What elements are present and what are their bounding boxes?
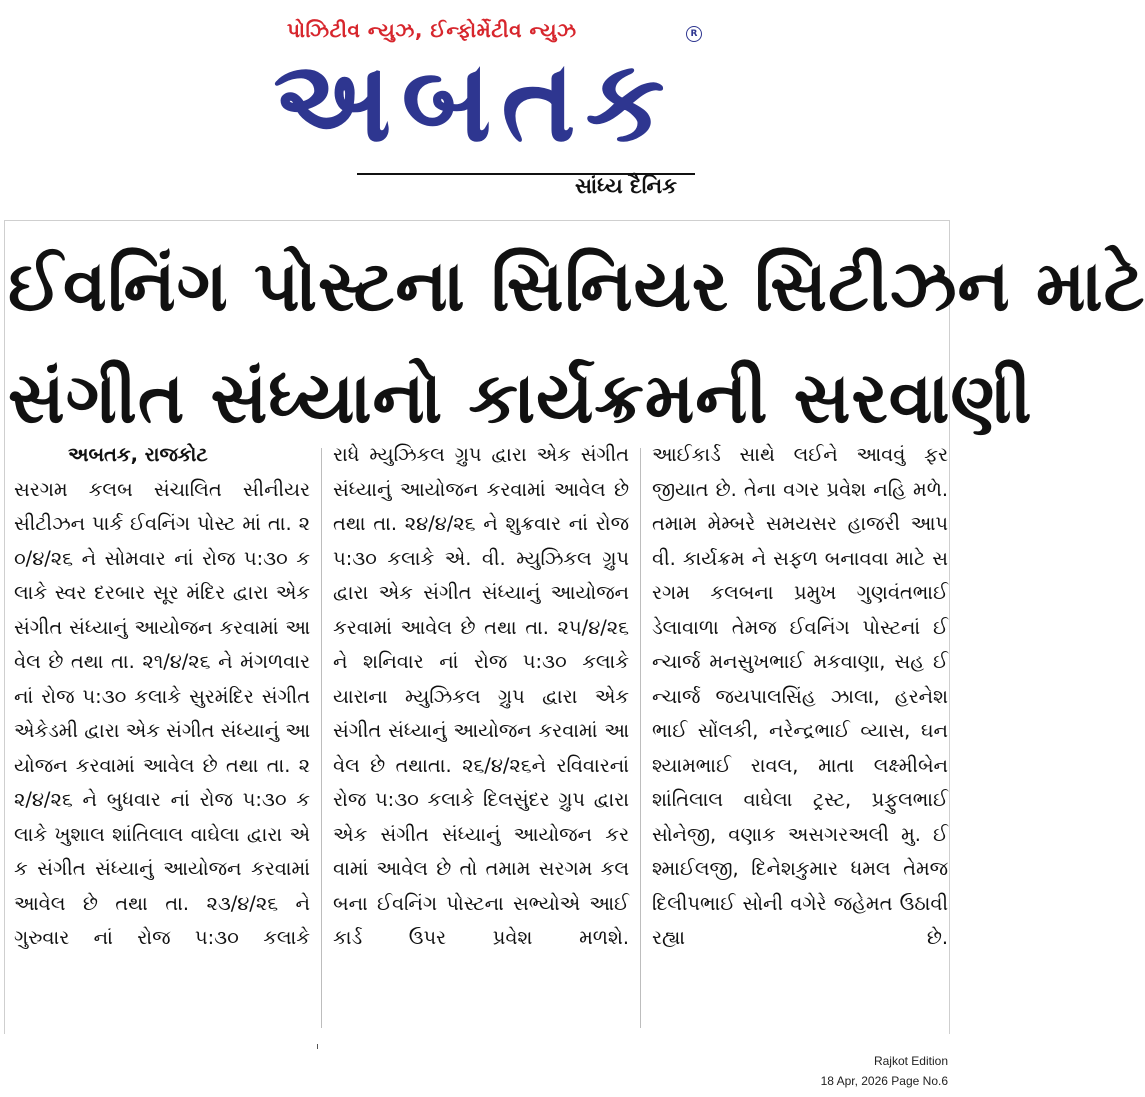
column-1-text: સરગમ કલબ સંચાલિત સીનીયર સીટીઝન પાર્ક ઈવનિંગ પોસ્ટ માં તા. ૨૦/૪/૨૬ ને સોમવાર નાં રોજ ૫:૩૦ કલાકે સ્વર દરબાર સૂર મંદિર દ્વારા એક સંગીત સંધ્યાનું આયોજન કરવામાં આવેલ છે તથા તા. ૨૧/૪/૨૬ ને મંગળવાર નાં રોજ ૫:૩૦ કલાકે સુરમંદિર સંગીત એકેડમી દ્વારા એક સંગીત સંધ્યાનું આયોજન કરવામાં આવેલ છે તથા તા. ૨૨/૪/૨૬ ને બુધવાર નાં રોજ ૫:૩૦ કલાકે ખુશાલ શાંતિલાલ વાઘેલા દ્વારા એક સંગીત સંધ્યાનું આયોજન કરવામાં આવેલ છે તથા તા. ૨૩/૪/૨૬ ને ગુરુવાર નાં રોજ ૫:૩૦ કલાકે bbox=[14, 477, 310, 949]
column-divider-2 bbox=[640, 448, 641, 1028]
headline-line-1: ઈવનિંગ પોસ્ટના સિનિયર સિટીઝન માટે bbox=[8, 245, 1145, 327]
headline-line-2: સંગીત સંધ્યાનો કાર્યક્રમની સરવાણી bbox=[8, 357, 1033, 439]
footer-edition: Rajkot Edition bbox=[873, 1054, 948, 1068]
column-3-text: આઈકાર્ડ સાથે લઈને આવવું ફરજીયાત છે. તેના વગર પ્રવેશ નહિ મળે. તમામ મેમ્બરે સમયસર હાજરી આપવી. કાર્યક્રમ ને સફળ બનાવવા માટે સરગમ કલબના પ્રમુખ ગુણવંતભાઈ ડેલાવાળા તેમજ ઈવનિંગ પોસ્ટનાં ઈન્ચાર્જ મનસુખભાઈ મકવાણા, સહ ઈન્ચાર્જ જયપાલસિંહ ઝાલા, હરનેશભાઈ સોંલકી, નરેન્દ્રભાઈ વ્યાસ, ઘનશ્યામભાઈ રાવલ, માતા લક્ષ્મીબેન શાંતિલાલ વાઘેલા ટ્રસ્ટ, પ્રફુલભાઈ સોનેજી, વણાક અસગરઅલી મુ. ઈશ્માઈલજી, દિનેશકુમાર ધમલ તેમજ દિલીપભાઈ સોની વગેરે જહેમત ઉઠાવી રહ્યા છે. bbox=[652, 443, 948, 949]
masthead bbox=[0, 0, 956, 210]
page-marker bbox=[317, 1044, 318, 1049]
footer-date-page: 18 Apr, 2026 Page No.6 bbox=[820, 1074, 948, 1088]
registered-trademark-icon: R bbox=[686, 26, 702, 42]
column-divider-1 bbox=[321, 448, 322, 1028]
column-2-text: રાધે મ્યુઝિકલ ગ્રુપ દ્વારા એક સંગીત સંધ્યાનું આયોજન કરવામાં આવેલ છે તથા તા. ૨૪/૪/૨૬ ને શુક્રવાર નાં રોજ ૫:૩૦ કલાકે એ. વી. મ્યુઝિકલ ગ્રુપ દ્વારા એક સંગીત સંધ્યાનું આયોજન કરવામાં આવેલ છે તથા તા. ૨૫/૪/૨૬ ને શનિવાર નાં રોજ ૫:૩૦ કલાકે યારાના મ્યુઝિકલ ગ્રુપ દ્વારા એક સંગીત સંધ્યાનું આયોજન કરવામાં આવેલ છે તથાતા. ૨૬/૪/૨૬ને રવિવારનાં રોજ ૫:૩૦ કલાકે દિલસુંદર ગ્રુપ દ્વારા એક સંગીત સંધ્યાનું આયોજન કરવામાં આવેલ છે તો તમામ સરગમ કલબના ઈવનિંગ પોસ્ટના સભ્યોએ આઈકાર્ડ ઉપર પ્રવેશ મળશે. bbox=[333, 443, 629, 949]
dateline: અબતક, રાજકોટ bbox=[68, 443, 208, 466]
newspaper-logo: અબતક bbox=[273, 37, 675, 167]
edition-type-label: સાંધ્ય દૈનિક bbox=[575, 174, 677, 198]
article-column-3 bbox=[652, 438, 948, 1028]
article-column-1 bbox=[14, 438, 310, 1028]
masthead-tagline: પોઝિટીવ ન્યુઝ, ઈન્ફોર્મેટીવ ન્યુઝ bbox=[287, 18, 577, 42]
article-column-2 bbox=[333, 438, 629, 1028]
